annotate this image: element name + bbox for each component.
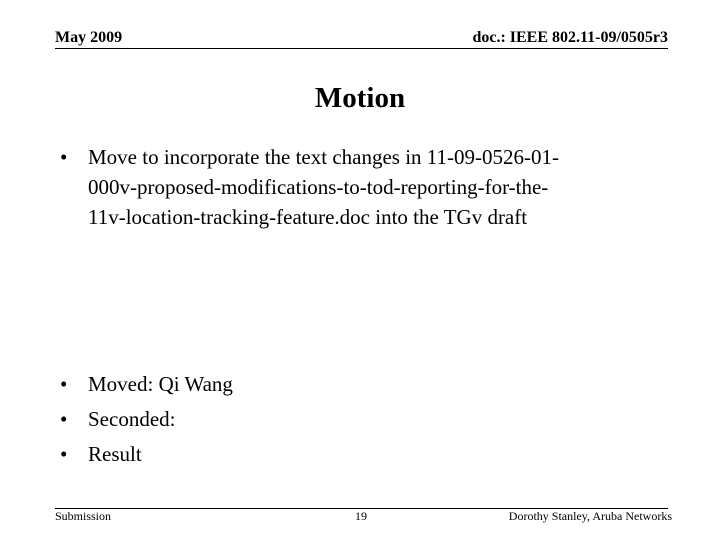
header-divider — [55, 48, 668, 49]
vote-item-seconded — [60, 402, 233, 437]
slide-title: Motion — [314, 82, 406, 114]
vote-item-text: Seconded: — [88, 407, 176, 431]
motion-text-line-3: 11v-location-tracking-feature.doc into the TGv draft — [88, 205, 528, 229]
motion-bullet — [60, 142, 559, 232]
footer-author: Dorothy Stanley, Aruba Networks — [508, 509, 672, 523]
header-doc-id: doc.: IEEE 802.11-09/0505r3 — [472, 29, 668, 46]
bullet-dot-icon: • — [60, 407, 68, 431]
header-date: May 2009 — [55, 29, 123, 46]
bullet-dot-icon: • — [60, 442, 68, 466]
footer-submission: Submission — [55, 509, 112, 523]
vote-item-text: Result — [88, 442, 142, 466]
bullet-dot-icon: • — [60, 145, 68, 169]
footer-page-number: 19 — [355, 509, 367, 523]
motion-text-line-2: 000v-proposed-modifications-to-tod-reporting-for-the- — [88, 175, 549, 199]
vote-item-text: Moved: Qi Wang — [88, 372, 233, 396]
bullet-dot-icon: • — [60, 372, 68, 396]
vote-item-result — [60, 437, 233, 472]
vote-item-moved — [60, 367, 233, 402]
vote-bullet-list — [60, 367, 233, 472]
motion-text-line-1: Move to incorporate the text changes in 11-09-0526-01- — [88, 145, 560, 169]
motion-bullet-list — [60, 142, 559, 232]
